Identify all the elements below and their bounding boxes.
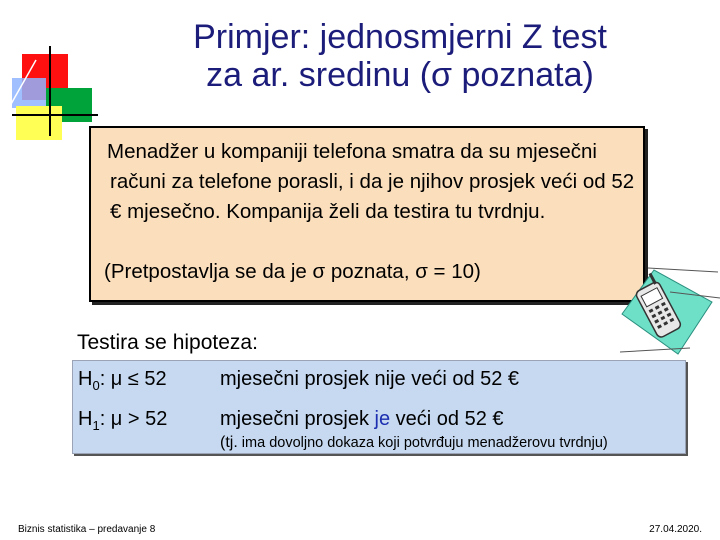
footer-course: Biznis statistika – predavanje 8 xyxy=(18,524,156,535)
title-line-2: za ar. sredinu (σ poznata) xyxy=(206,56,594,94)
phone-bill-icon xyxy=(612,262,720,358)
h1-statement xyxy=(78,407,167,438)
h0-condition: : μ ≤ 52 xyxy=(99,368,167,390)
note-lead: (tj. xyxy=(220,434,238,451)
h0-index: 0 xyxy=(92,378,100,393)
hypothesis-heading: Testira se hipoteza: xyxy=(77,331,258,354)
note-rest: ima dovoljno dokaza koji potvrđuju menadžerovu tvrdnju) xyxy=(237,435,608,451)
h1-emphasis: je xyxy=(374,408,391,430)
title-line-1: Primjer: jednosmjerni Z test xyxy=(193,18,607,56)
h1-description-end: veći od 52 € xyxy=(390,408,504,430)
slide-corner-decoration xyxy=(0,40,100,140)
h0-description: mjesečni prosjek nije veći od 52 € xyxy=(220,368,520,390)
h1-index: 1 xyxy=(92,418,100,433)
sigma-note: (Pretpostavlja se da je σ poznata, σ = 10) xyxy=(104,260,481,283)
slide-title xyxy=(110,18,690,94)
h1-symbol: H xyxy=(78,408,93,430)
h1-description xyxy=(220,407,504,431)
scenario-text: Menadžer u kompaniji telefona smatra da su mjesečni računi za telefone porasli, i da je njihov prosjek veći od 52 € mjesečno. Kompanija želi da testira tu tvrdnju. xyxy=(107,140,635,223)
h1-description-start: mjesečni prosjek xyxy=(220,408,375,430)
h0-symbol: H xyxy=(78,368,93,390)
footer-date: 27.04.2020. xyxy=(649,524,702,535)
h1-condition: : μ > 52 xyxy=(99,408,168,430)
hypothesis-note xyxy=(220,434,608,452)
h0-statement xyxy=(78,367,167,398)
